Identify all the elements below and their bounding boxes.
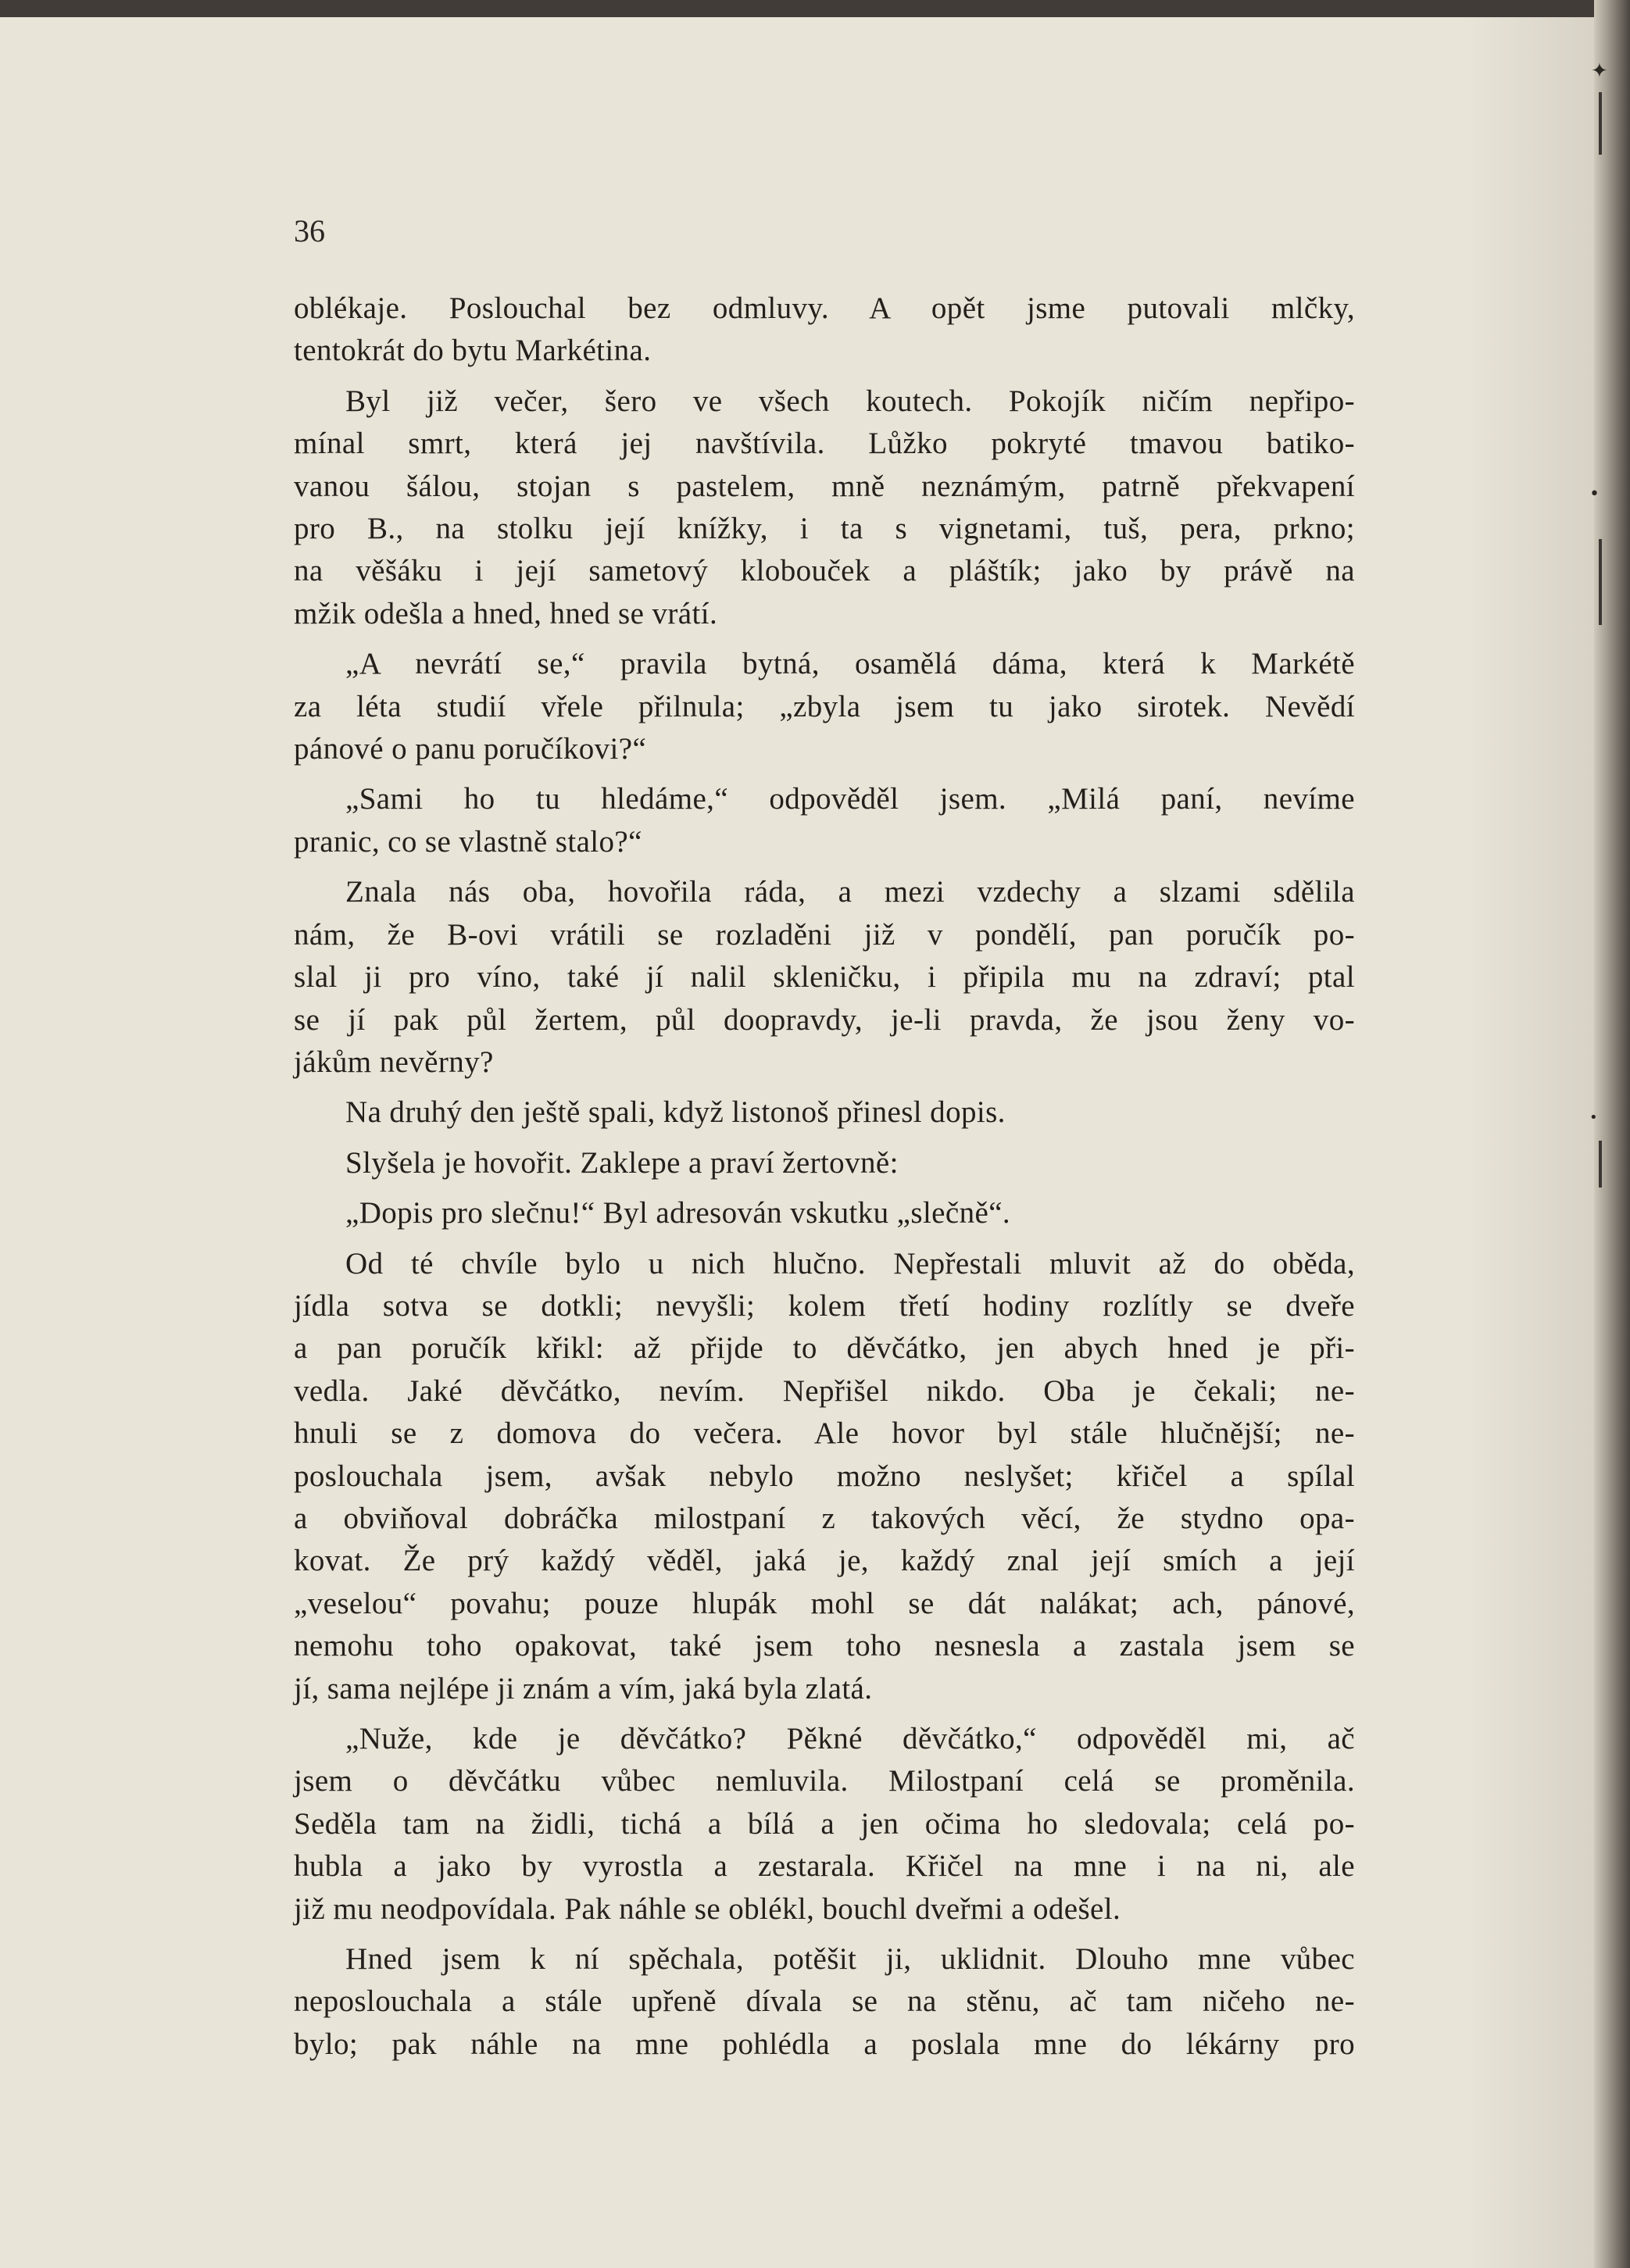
text-line: slal ji pro víno, také jí nalil skleničku, i připila mu na zdraví; ptal <box>294 960 1355 995</box>
scan-top-border <box>0 0 1630 17</box>
text-line: Seděla tam na židli, tichá a bílá a jen očima ho sledovala; celá po- <box>294 1806 1355 1841</box>
text-line: pro B., na stolku její knížky, i ta s vignetami, tuš, pera, prkno; <box>294 512 1355 546</box>
margin-mark-line <box>1599 539 1602 625</box>
text-line: Byl již večer, šero ve všech koutech. Pokojík ničím nepřipo- <box>345 384 1355 418</box>
text-line: jídla sotva se dotkli; nevyšli; kolem třetí hodiny rozlítly se dveře <box>294 1288 1355 1323</box>
paper-page <box>0 17 1594 2268</box>
text-line: jsem o děvčátku vůbec nemluvila. Milostpaní celá se proměnila. <box>294 1764 1355 1798</box>
margin-dot-icon: • <box>1589 1109 1598 1126</box>
text-line: tentokrát do bytu Markétina. <box>294 334 652 368</box>
text-line: „A nevrátí se,“ pravila bytná, osamělá dáma, která k Markétě <box>345 647 1355 681</box>
margin-mark-line <box>1599 1141 1602 1188</box>
body-text <box>294 288 1355 2066</box>
text-line: „Nuže, kde je děvčátko? Pěkné děvčátko,“ odpověděl mi, ač <box>345 1722 1355 1755</box>
paragraph <box>294 380 1355 635</box>
text-line: Na druhý den ještě spali, když listonoš přinesl dopis. <box>345 1095 1006 1130</box>
text-line: bylo; pak náhle na mne pohlédla a poslala mne do lékárny pro <box>294 2027 1355 2061</box>
page-number: 36 <box>294 213 325 248</box>
text-line: mžik odešla a hned, hned se vrátí. <box>294 596 718 630</box>
text-line: na věšáku i její sametový klobouček a pláštík; jako by právě na <box>294 554 1355 588</box>
text-line: hubla a jako by vyrostla a zestarala. Křičel na mne i na ni, ale <box>294 1849 1355 1884</box>
text-line: kovat. Že prý každý věděl, jaká je, každý znal její smích a její <box>294 1544 1355 1578</box>
text-line: jí, sama nejlépe ji znám a vím, jaká byla zlatá. <box>294 1671 873 1705</box>
text-line: a pan poručík křikl: až přijde to děvčátko, jen abych hned je při- <box>294 1331 1355 1366</box>
margin-mark-line <box>1599 92 1602 155</box>
text-line: „Sami ho tu hledáme,“ odpověděl jsem. „Milá paní, nevíme <box>345 782 1355 816</box>
text-line: nám, že B-ovi vrátili se rozladěni již v pondělí, pan poručík po- <box>294 917 1355 952</box>
text-line: pranic, co se vlastně stalo?“ <box>294 824 642 859</box>
margin-dot-icon: • <box>1589 484 1600 504</box>
text-line: Znala nás oba, hovořila ráda, a mezi vzdechy a slzami sdělila <box>345 875 1355 909</box>
text-line: neposlouchala a stále upřeně dívala se na stěnu, ač tam ničeho ne- <box>294 1984 1355 2019</box>
paragraph <box>294 643 1355 770</box>
text-line: za léta studií vřele přilnula; „zbyla jsem tu jako sirotek. Nevědí <box>294 689 1355 723</box>
paragraph <box>294 1243 1355 1710</box>
text-line: hnuli se z domova do večera. Ale hovor byl stále hlučnější; ne- <box>294 1416 1355 1451</box>
paragraph <box>294 871 1355 1084</box>
paragraph <box>294 288 1355 373</box>
paragraph <box>294 1938 1355 2066</box>
text-line: již mu neodpovídala. Pak náhle se oblékl, bouchl dveřmi a odešel. <box>294 1891 1121 1926</box>
text-line: mínal smrt, která jej navštívila. Lůžko pokryté tmavou batiko- <box>294 427 1355 461</box>
paragraph <box>294 1192 1355 1234</box>
text-line: se jí pak půl žertem, půl doopravdy, je-li pravda, že jsou ženy vo- <box>294 1002 1355 1037</box>
margin-arrow-icon: ✦ <box>1591 59 1608 83</box>
text-line: vedla. Jaké děvčátko, nevím. Nepřišel nikdo. Oba je čekali; ne- <box>294 1373 1355 1408</box>
text-line: „Dopis pro slečnu!“ Byl adresován vskutku „slečně“. <box>345 1196 1011 1230</box>
paragraph <box>294 1142 1355 1184</box>
text-line: Slyšela je hovořit. Zaklepe a praví žertovně: <box>345 1145 899 1180</box>
text-line: poslouchala jsem, avšak nebylo možno neslyšet; křičel a spílal <box>294 1459 1355 1493</box>
paragraph <box>294 1091 1355 1134</box>
book-spine-edge <box>1594 0 1630 2268</box>
paragraph <box>294 778 1355 863</box>
text-line: „veselou“ povahu; pouze hlupák mohl se dát nalákat; ach, pánové, <box>294 1586 1355 1620</box>
paragraph <box>294 1718 1355 1930</box>
text-line: a obviňoval dobráčka milostpaní z takových věcí, že stydno opa- <box>294 1501 1355 1535</box>
text-line: nemohu toho opakovat, také jsem toho nesnesla a zastala jsem se <box>294 1629 1355 1663</box>
text-line: oblékaje. Poslouchal bez odmluvy. A opět jsme putovali mlčky, <box>294 291 1355 325</box>
text-line: pánové o panu poručíkovi?“ <box>294 732 647 766</box>
text-line: vanou šálou, stojan s pastelem, mně neznámým, patrně překvapení <box>294 469 1355 503</box>
text-line: Hned jsem k ní spěchala, potěšit ji, uklidnit. Dlouho mne vůbec <box>345 1942 1355 1977</box>
text-line: jákům nevěrny? <box>294 1045 494 1079</box>
text-line: Od té chvíle bylo u nich hlučno. Nepřestali mluvit až do oběda, <box>345 1246 1355 1280</box>
